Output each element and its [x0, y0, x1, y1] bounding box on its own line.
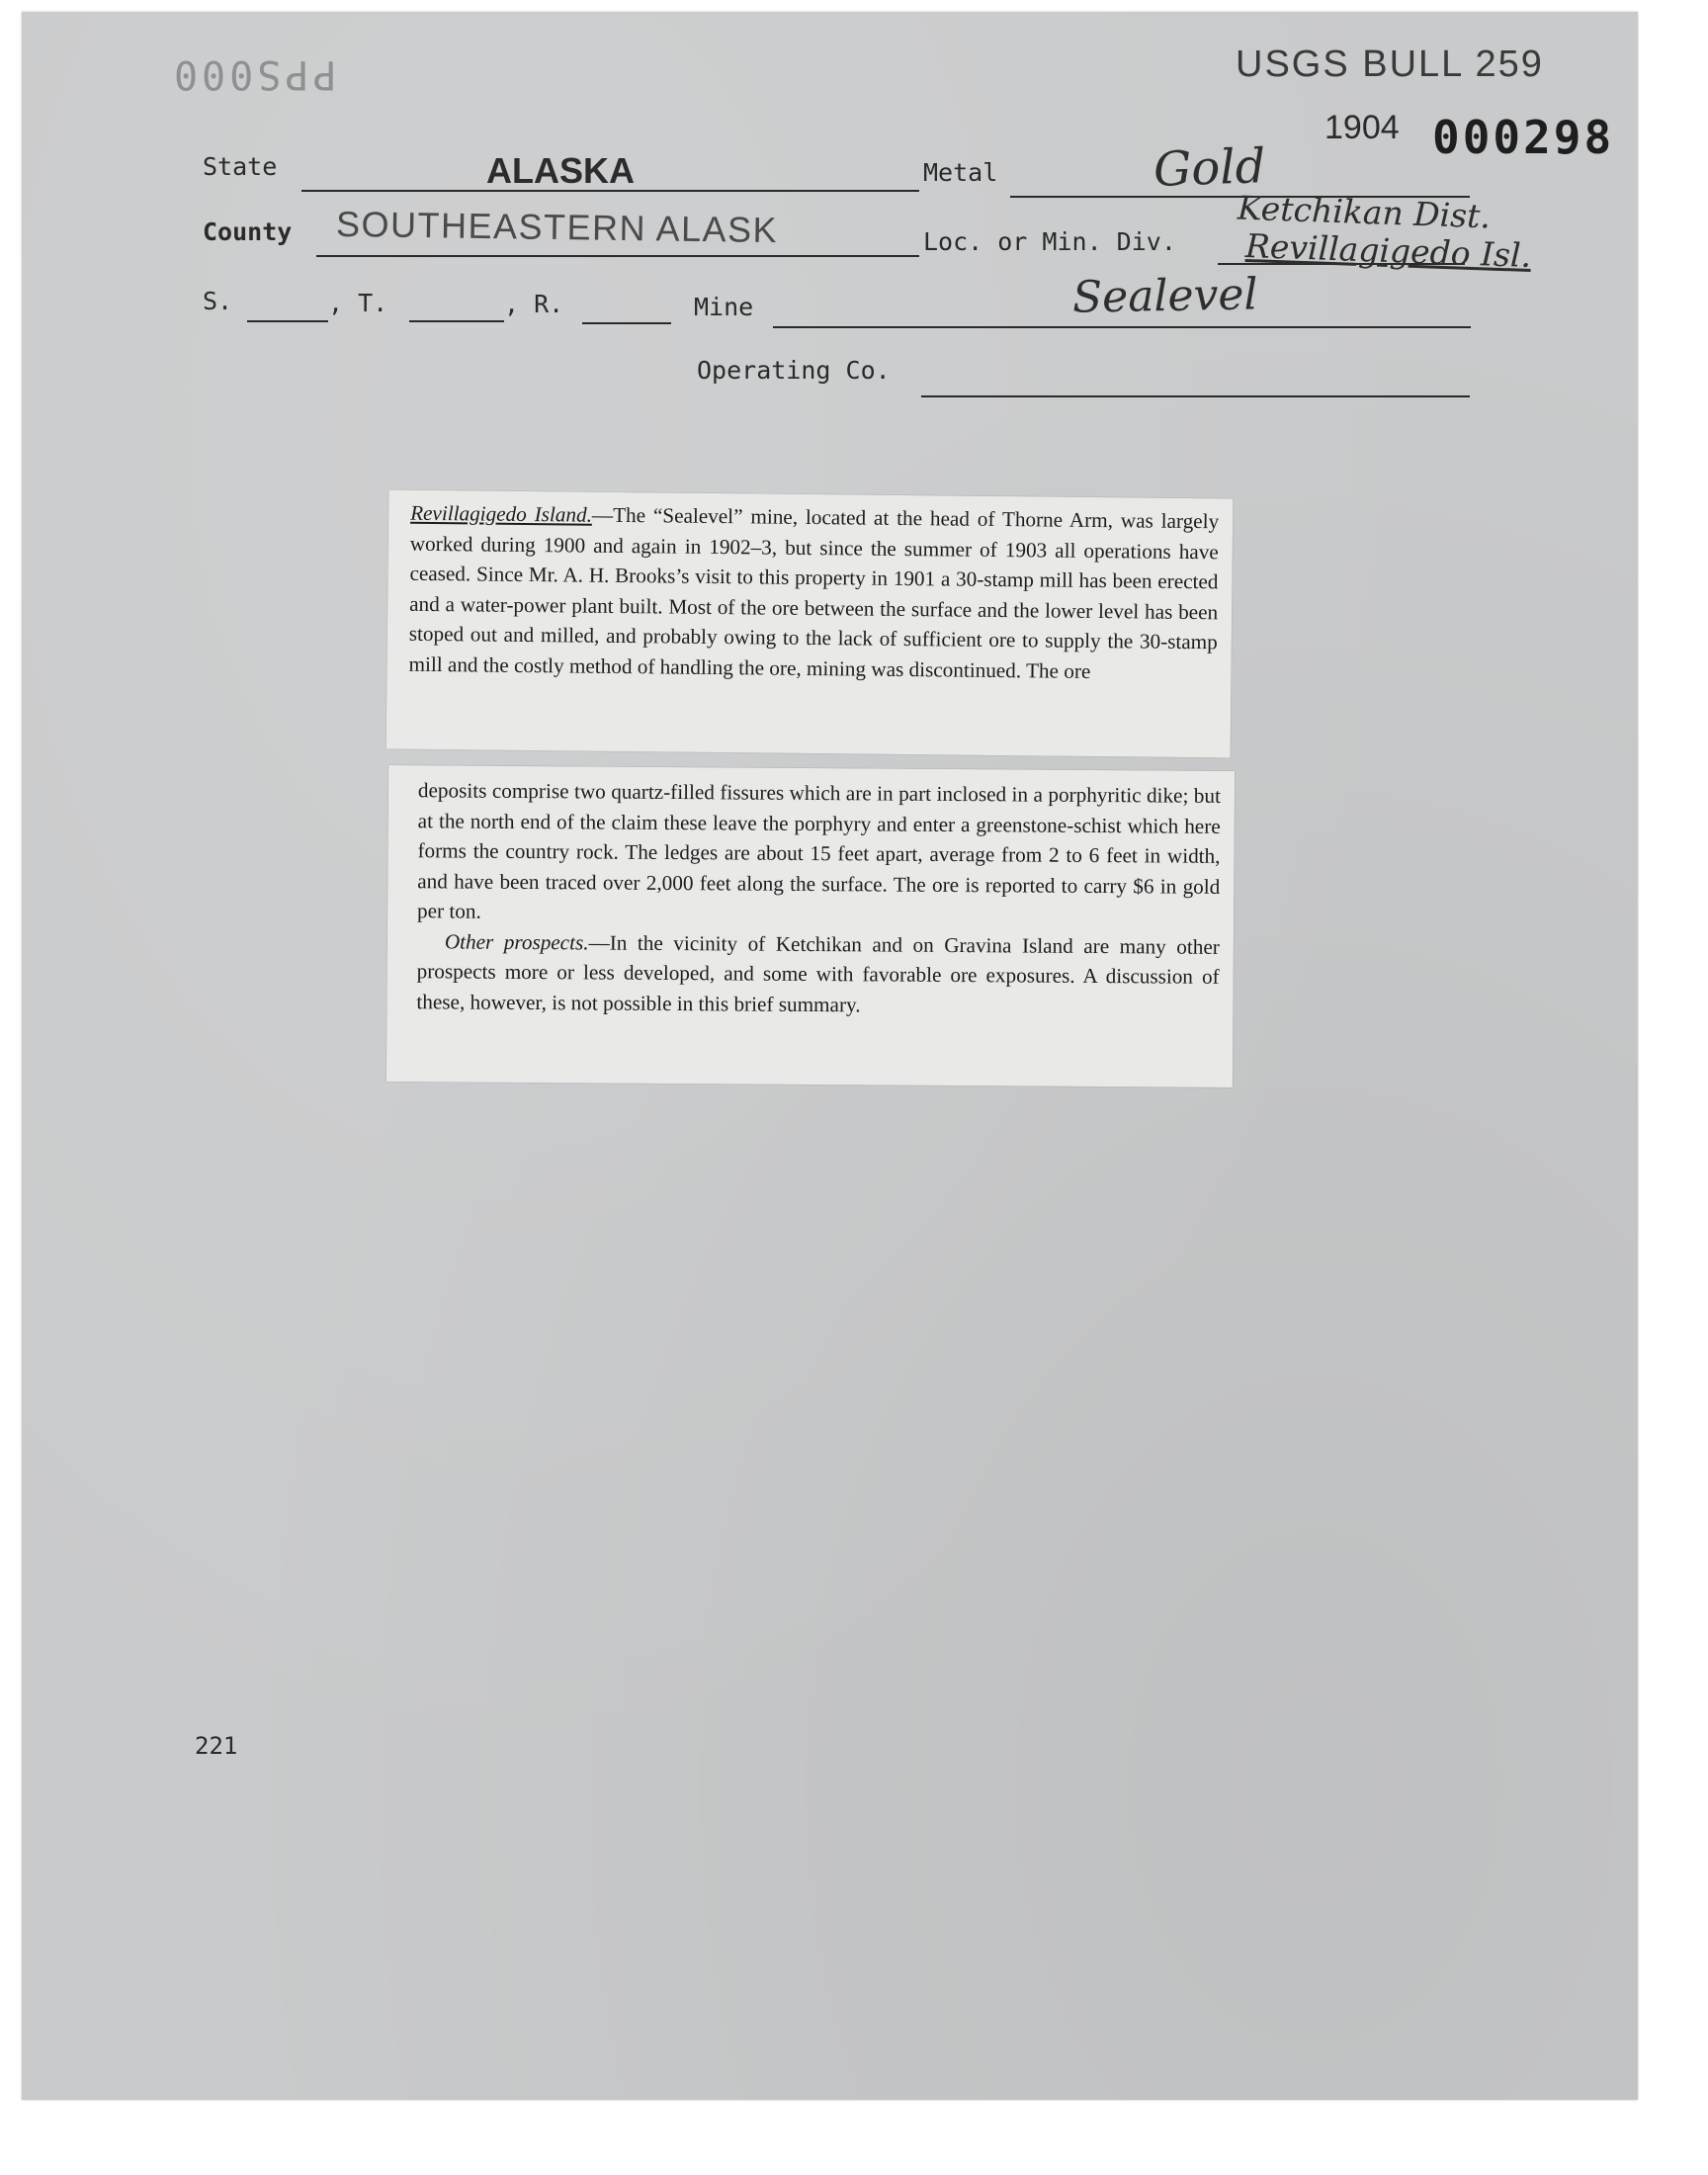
metal-label: Metal: [923, 158, 998, 187]
county-line: [316, 255, 919, 257]
township-line: [409, 320, 504, 322]
year-stamp: 1904: [1324, 109, 1400, 146]
state-value: ALASKA: [486, 150, 635, 191]
loc-value-district: Ketchikan Dist.: [1237, 188, 1492, 236]
clipping-heading-other-prospects: Other prospects.: [444, 928, 589, 954]
loc-label: Loc. or Min. Div.: [923, 227, 1176, 256]
county-value: SOUTHEASTERN ALASK: [335, 203, 779, 251]
page-number: 221: [195, 1732, 238, 1760]
mine-label: Mine: [694, 293, 754, 321]
mine-line: [773, 326, 1471, 328]
inverted-stamp: PPS000: [170, 51, 337, 97]
operating-line: [921, 395, 1470, 397]
operating-label: Operating Co.: [697, 356, 891, 385]
clipping-heading-revillagigedo: Revillagigedo Island.: [410, 500, 593, 527]
section-line: [247, 320, 328, 322]
clipping-paragraph-3: —In the vicinity of Ketchikan and on Gravina Island are many other prospects more or less developed, and some with favorable ore exposures. A discussion of these, however, is not possible in this brief summary.: [416, 929, 1220, 1016]
state-label: State: [203, 152, 278, 181]
township-label: , T.: [328, 289, 388, 317]
county-label: County: [203, 218, 293, 246]
mine-value: Sealevel: [1071, 269, 1258, 323]
document-sheet: [22, 12, 1638, 2100]
metal-value: Gold: [1153, 138, 1267, 198]
clipping-paragraph-1: —The “Sealevel” mine, located at the head of Thorne Arm, was largely worked during 1900 and again in 1902–3, but since the summer of 1903 all operations have ceased. Since Mr. A. H. Brooks’s visit to this property in 1901 a 30-stamp mill has been erected and a water-power plant built. Most of the ore between the surface and the lower level has been stoped out and milled, and probably owing to the lack of sufficient ore to supply the 30-stamp mill and the costly method of handling the ore, mining was discontinued. The ore: [408, 502, 1220, 683]
document-number: 000298: [1432, 111, 1615, 164]
section-label: S.: [203, 287, 233, 315]
range-label: , R.: [504, 290, 564, 318]
clipping-upper: [386, 490, 1234, 758]
series-stamp: USGS BULL 259: [1236, 44, 1544, 85]
clipping-paragraph-2: deposits comprise two quartz-filled fissures which are in part inclosed in a porphyritic dike; but at the north end of the claim these leave the porphyry and enter a greenstone-schist which here forms the country rock. The ledges are about 15 feet apart, average from 2 to 6 feet in width, and have been traced over 2,000 feet along the surface. The ore is reported to carry $6 in gold per ton.: [417, 778, 1222, 923]
range-line: [582, 322, 671, 324]
clipping-lower: [386, 765, 1235, 1088]
loc-value-island: Revillagigedo Isl.: [1244, 225, 1532, 276]
